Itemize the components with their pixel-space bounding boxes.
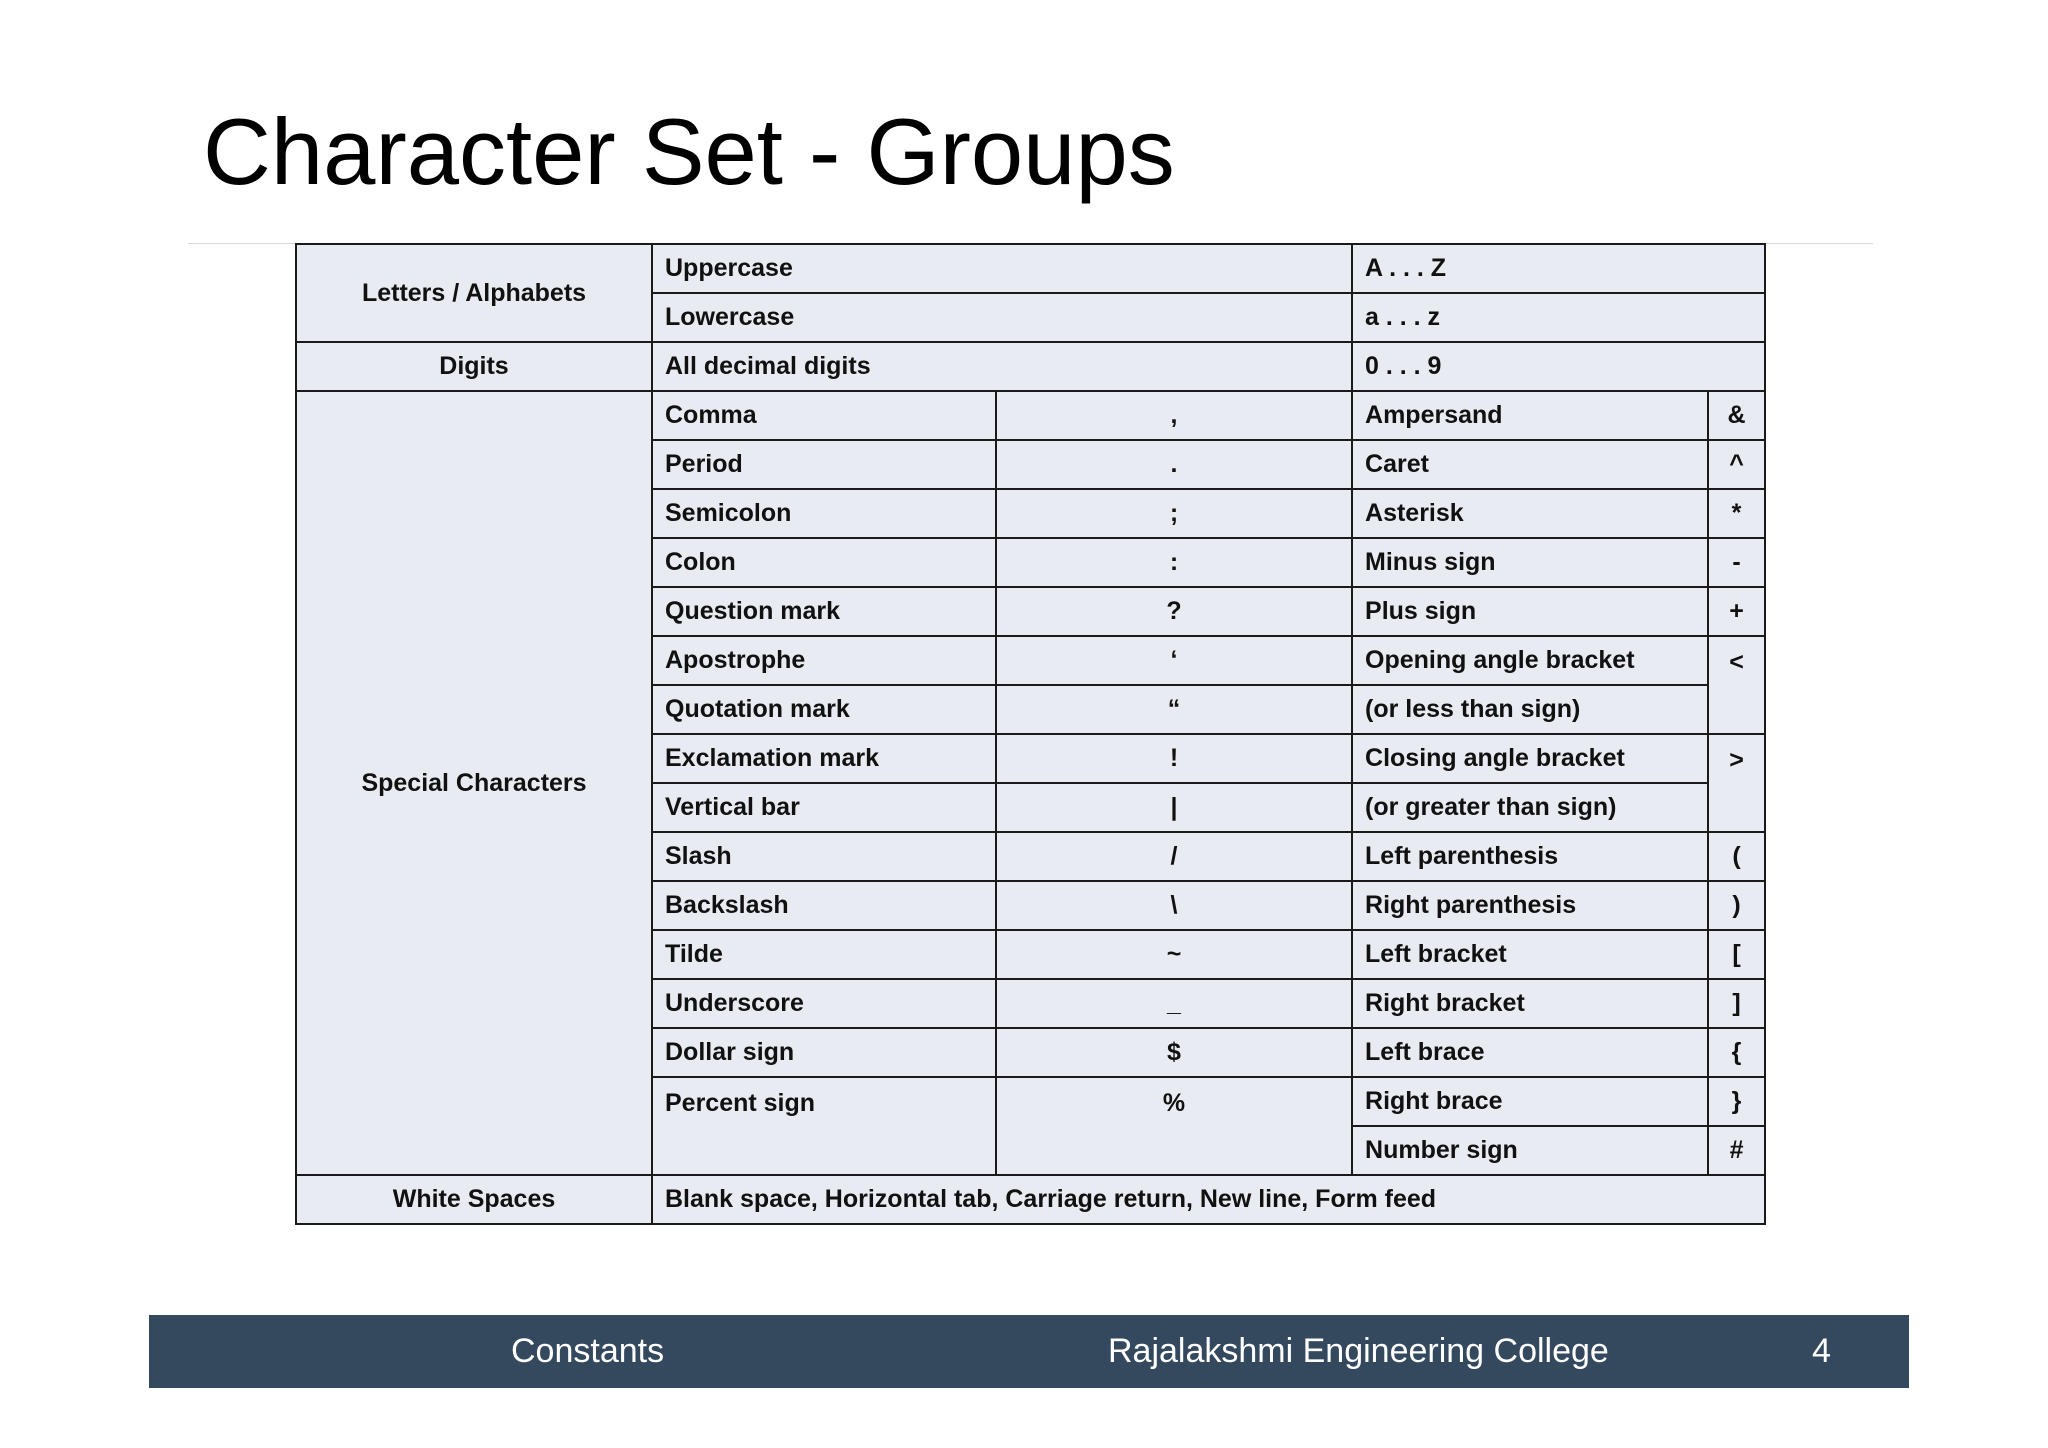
digits-label: All decimal digits [652, 342, 1352, 391]
footer-page-number: 4 [1812, 1332, 1831, 1370]
group-special: Special Characters [296, 391, 652, 1175]
special-symbol: “ [996, 685, 1352, 734]
special-symbol: | [996, 783, 1352, 832]
special-name: Right parenthesis [1352, 881, 1708, 930]
special-symbol: * [1708, 489, 1765, 538]
special-symbol: ~ [996, 930, 1352, 979]
footer-bar [149, 1315, 1909, 1388]
table-row [296, 391, 1765, 440]
special-name: Dollar sign [652, 1028, 996, 1077]
special-name: Closing angle bracket [1352, 734, 1708, 783]
special-symbol: + [1708, 587, 1765, 636]
whitespace-label: Blank space, Horizontal tab, Carriage return, New line, Form feed [652, 1175, 1765, 1224]
special-name: Semicolon [652, 489, 996, 538]
special-name: Asterisk [1352, 489, 1708, 538]
special-name-continued: (or less than sign) [1352, 685, 1708, 734]
special-symbol: ‘ [996, 636, 1352, 685]
special-symbol: < [1708, 636, 1765, 734]
special-symbol: : [996, 538, 1352, 587]
special-symbol: ; [996, 489, 1352, 538]
special-symbol: ! [996, 734, 1352, 783]
special-name: Ampersand [1352, 391, 1708, 440]
special-symbol: > [1708, 734, 1765, 832]
special-name: Underscore [652, 979, 996, 1028]
special-symbol: \ [996, 881, 1352, 930]
special-name: Period [652, 440, 996, 489]
special-name: Left bracket [1352, 930, 1708, 979]
special-symbol: ] [1708, 979, 1765, 1028]
special-symbol: , [996, 391, 1352, 440]
special-name: Vertical bar [652, 783, 996, 832]
special-name: Plus sign [1352, 587, 1708, 636]
special-name: Question mark [652, 587, 996, 636]
slide-title: Character Set - Groups [203, 99, 1175, 204]
special-name: Slash [652, 832, 996, 881]
digits-range: 0 . . . 9 [1352, 342, 1765, 391]
special-symbol: / [996, 832, 1352, 881]
lowercase-label: Lowercase [652, 293, 1352, 342]
special-name: Exclamation mark [652, 734, 996, 783]
special-name-continued: (or greater than sign) [1352, 783, 1708, 832]
table-row [296, 1175, 1765, 1224]
special-name: Left brace [1352, 1028, 1708, 1077]
uppercase-label: Uppercase [652, 244, 1352, 293]
special-symbol: - [1708, 538, 1765, 587]
special-name: Colon [652, 538, 996, 587]
character-set-table [295, 243, 1766, 1225]
special-name: Caret [1352, 440, 1708, 489]
special-symbol: ) [1708, 881, 1765, 930]
lowercase-range: a . . . z [1352, 293, 1765, 342]
special-symbol: { [1708, 1028, 1765, 1077]
special-symbol: # [1708, 1126, 1765, 1175]
special-name: Opening angle bracket [1352, 636, 1708, 685]
special-name: Apostrophe [652, 636, 996, 685]
special-symbol: [ [1708, 930, 1765, 979]
special-name: Right bracket [1352, 979, 1708, 1028]
special-name: Number sign [1352, 1126, 1708, 1175]
special-symbol: ? [996, 587, 1352, 636]
footer-college: Rajalakshmi Engineering College [1108, 1332, 1609, 1370]
special-name: Percent sign [652, 1077, 996, 1175]
special-symbol: _ [996, 979, 1352, 1028]
special-name: Minus sign [1352, 538, 1708, 587]
special-symbol: $ [996, 1028, 1352, 1077]
special-name: Comma [652, 391, 996, 440]
table-row [296, 244, 1765, 293]
table-row [296, 342, 1765, 391]
special-name: Quotation mark [652, 685, 996, 734]
group-digits: Digits [296, 342, 652, 391]
special-symbol: . [996, 440, 1352, 489]
footer-topic: Constants [511, 1332, 665, 1370]
special-name: Tilde [652, 930, 996, 979]
uppercase-range: A . . . Z [1352, 244, 1765, 293]
special-symbol: % [996, 1077, 1352, 1175]
group-whitespace: White Spaces [296, 1175, 652, 1224]
special-symbol: & [1708, 391, 1765, 440]
group-letters: Letters / Alphabets [296, 244, 652, 342]
special-symbol: ( [1708, 832, 1765, 881]
special-name: Left parenthesis [1352, 832, 1708, 881]
special-name: Backslash [652, 881, 996, 930]
special-name: Right brace [1352, 1077, 1708, 1126]
special-symbol: } [1708, 1077, 1765, 1126]
special-symbol: ^ [1708, 440, 1765, 489]
